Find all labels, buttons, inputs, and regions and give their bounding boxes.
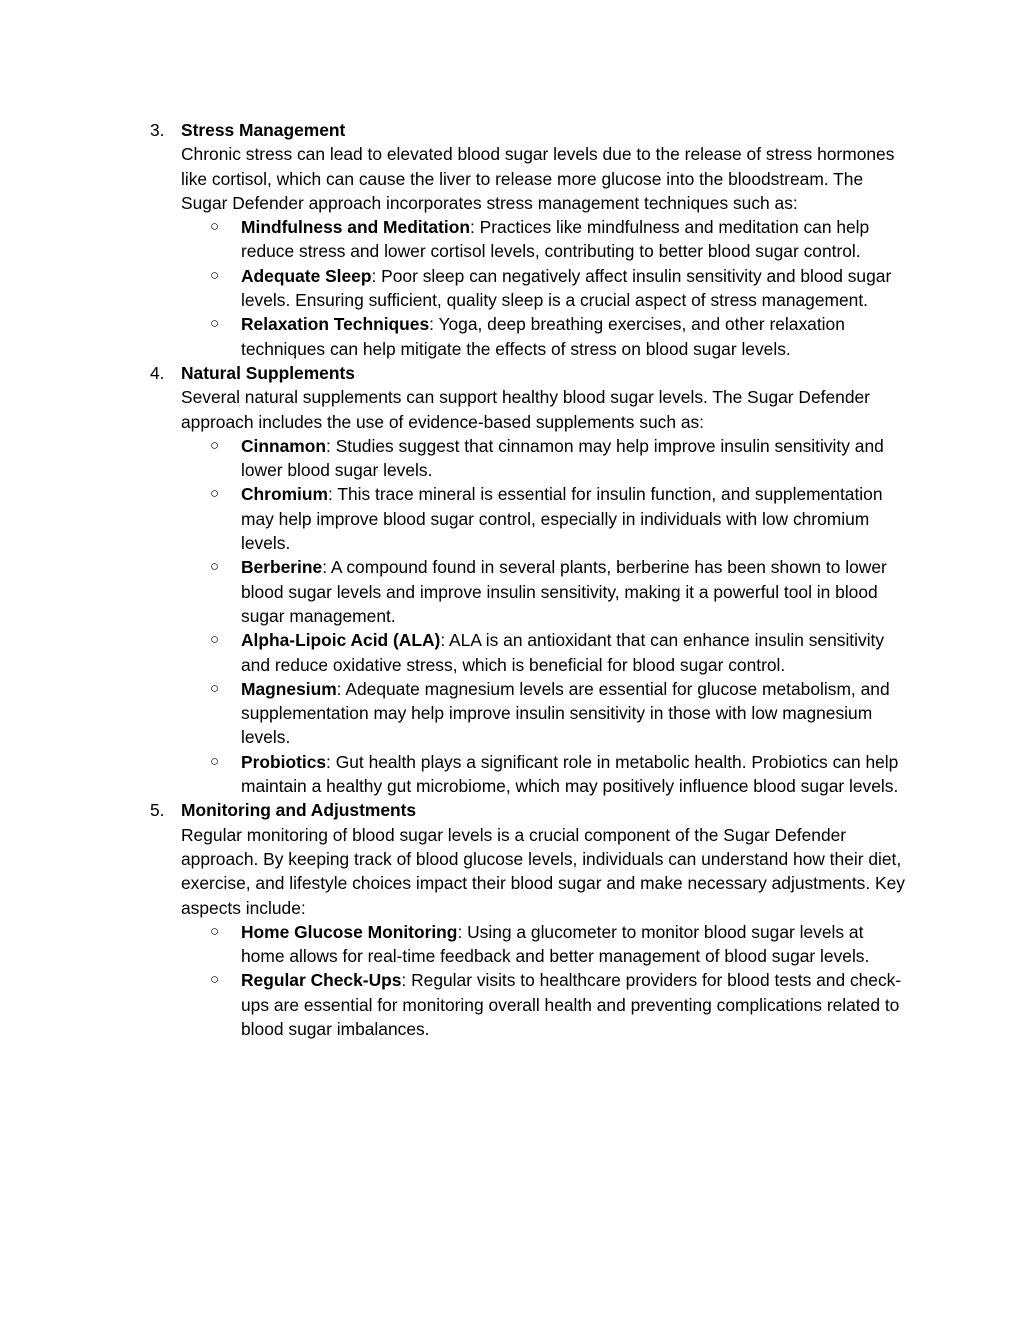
bullet-term: Alpha-Lipoic Acid (ALA) — [241, 630, 441, 651]
list-item — [210, 312, 911, 361]
hollow-circle-bullet-icon: ○ — [210, 315, 220, 333]
hollow-circle-bullet-icon: ○ — [210, 679, 220, 697]
bullet-term: Mindfulness and Meditation — [241, 217, 470, 238]
bullet-term: Adequate Sleep — [241, 265, 372, 286]
hollow-circle-bullet-icon: ○ — [210, 218, 220, 236]
bullet-text: : Yoga, deep breathing exercises, and other relaxation techniques can help mitigate the effects of stress on blood sugar levels. — [241, 314, 845, 359]
hollow-circle-bullet-icon: ○ — [210, 266, 220, 284]
section-natural-supplements — [0, 361, 1024, 798]
section-number: 3. — [150, 120, 165, 140]
list-item — [210, 968, 911, 1041]
bullet-text: : Using a glucometer to monitor blood sugar levels at home allows for real-time feedback and better management of blood sugar levels. — [241, 921, 870, 967]
section-intro: Several natural supplements can support healthy blood sugar levels. The Sugar Defender approach includes the use of evidence-based supplements such as: — [181, 387, 870, 432]
list-item — [210, 434, 911, 483]
bullet-list — [0, 434, 1024, 798]
bullet-text: : Gut health plays a significant role in metabolic health. Probiotics can help maintain a healthy gut microbiome, which may positively influence blood sugar levels. — [241, 751, 899, 797]
bullet-text: : A compound found in several plants, berberine has been shown to lower blood sugar levels and improve insulin sensitivity, making it a powerful tool in blood sugar management. — [241, 557, 887, 626]
section-intro: Regular monitoring of blood sugar levels is a crucial component of the Sugar Defender approach. By keeping track of blood glucose levels, individuals can understand how their diet, exercise, and lifestyle choices impact their blood sugar and make necessary adjustments. Key aspects include: — [181, 824, 906, 918]
hollow-circle-bullet-icon: ○ — [210, 752, 220, 770]
bullet-list — [0, 215, 1024, 361]
list-item — [210, 628, 911, 677]
bullet-term: Cinnamon — [241, 435, 327, 456]
bullet-text: : Studies suggest that cinnamon may help improve insulin sensitivity and lower blood sugar levels. — [241, 435, 884, 481]
hollow-circle-bullet-icon: ○ — [210, 971, 220, 989]
section-monitoring-and-adjustments — [0, 798, 1024, 1041]
bullet-text: : Poor sleep can negatively affect insulin sensitivity and blood sugar levels. Ensuring sufficient, quality sleep is a crucial aspect of stress management. — [241, 265, 892, 311]
hollow-circle-bullet-icon: ○ — [210, 485, 220, 503]
section-number: 5. — [150, 800, 165, 821]
bullet-list — [0, 920, 1024, 1041]
hollow-circle-bullet-icon: ○ — [210, 558, 220, 576]
section-intro: Chronic stress can lead to elevated blood sugar levels due to the release of stress hormones like cortisol, which can cause the liver to release more glucose into the bloodstream. The Sugar Defender approach incorporates stress management techniques such as: — [181, 144, 895, 213]
bullet-term: Magnesium — [241, 678, 337, 699]
section-title: Natural Supplements — [181, 362, 355, 383]
section-title: Stress Management — [181, 120, 346, 140]
bullet-text: : This trace mineral is essential for insulin function, and supplementation may help improve blood sugar control, especially in individuals with low chromium levels. — [241, 484, 883, 554]
hollow-circle-bullet-icon: ○ — [210, 436, 220, 454]
hollow-circle-bullet-icon: ○ — [210, 922, 220, 940]
list-item — [210, 215, 911, 264]
section-number: 4. — [150, 362, 165, 383]
list-item — [210, 677, 911, 750]
bullet-text: : ALA is an antioxidant that can enhance insulin sensitivity and reduce oxidative stress, which is beneficial for blood sugar control. — [241, 630, 885, 675]
list-item — [210, 750, 911, 799]
list-item — [210, 264, 911, 313]
bullet-term: Regular Check-Ups — [241, 970, 402, 991]
bullet-term: Chromium — [241, 484, 328, 505]
bullet-term: Probiotics — [241, 751, 327, 772]
list-item — [210, 920, 911, 969]
section-title: Monitoring and Adjustments — [181, 800, 417, 821]
document-page — [0, 118, 1024, 1041]
list-item — [210, 482, 911, 555]
bullet-text: : Regular visits to healthcare providers for blood tests and check-ups are essential for monitoring overall health and preventing complications related to blood sugar imbalances. — [241, 970, 902, 1039]
section-stress-management — [0, 118, 1024, 361]
hollow-circle-bullet-icon: ○ — [210, 631, 220, 649]
list-item — [210, 555, 911, 628]
bullet-text: : Adequate magnesium levels are essential for glucose metabolism, and supplementation may help improve insulin sensitivity in those with low magnesium levels. — [241, 678, 890, 748]
bullet-term: Berberine — [241, 557, 323, 578]
bullet-term: Relaxation Techniques — [241, 314, 430, 335]
bullet-text: : Practices like mindfulness and meditation can help reduce stress and lower cortisol levels, contributing to better blood sugar control. — [241, 217, 870, 262]
bullet-term: Home Glucose Monitoring — [241, 921, 458, 942]
